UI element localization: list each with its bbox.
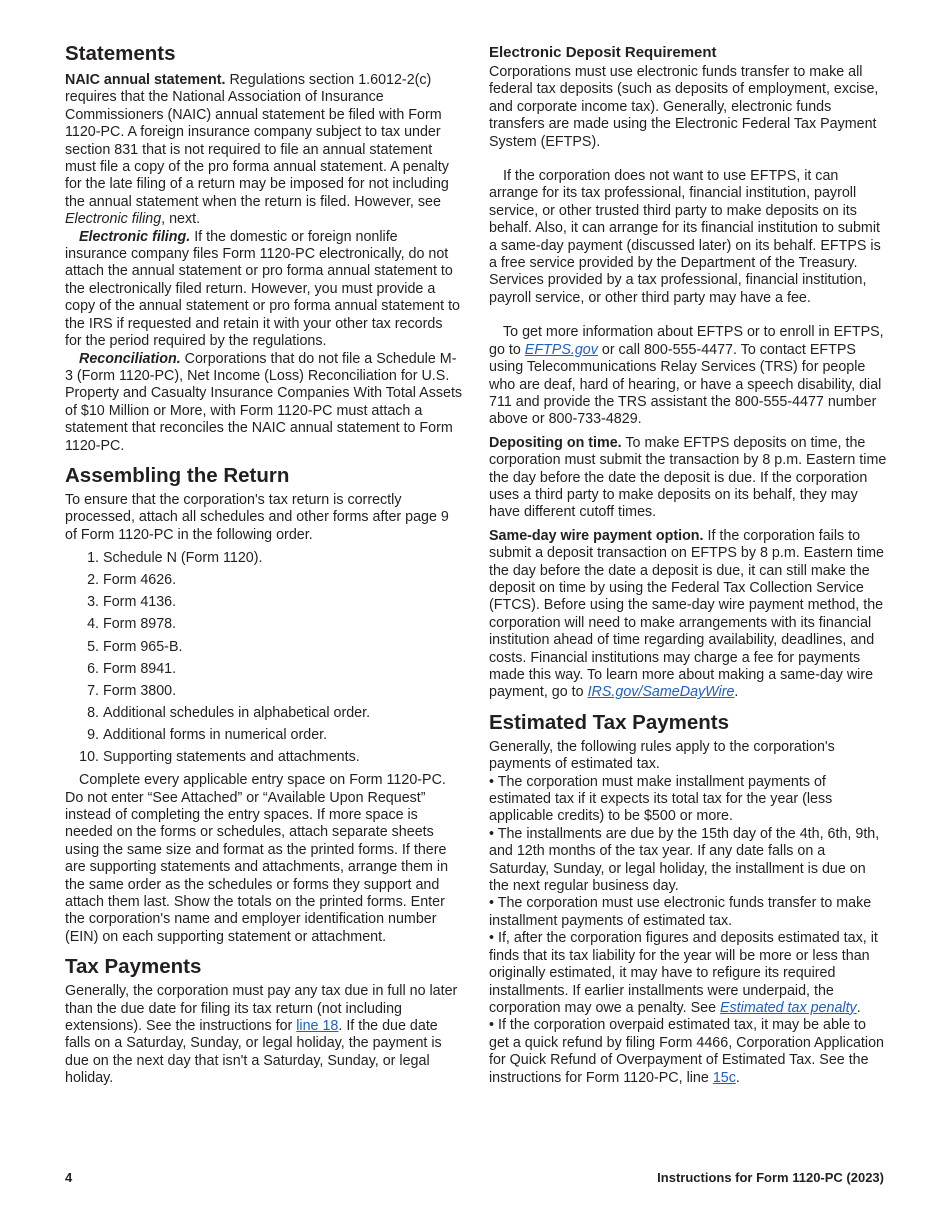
text: If the domestic or foreign nonlife insurance company files Form 1120-PC electronically, do not attach the annual statement or pro forma annual statement to the electronically filed return. However, you must provide a copy of the annual statement or pro forma annual statement to the IRS if requested and retain it with your other tax records for the period required by the regulations. <box>65 228 460 350</box>
list-item <box>65 724 463 746</box>
list-number: 8. <box>87 704 99 721</box>
paragraph <box>489 435 887 522</box>
text: To make EFTPS deposits on time, the corporation must submit the transaction by 8 p.m. Eastern time the day before the date the deposit is due. If the corporation uses a third party to make deposits on its behalf, they may have different cutoff times. <box>489 434 887 521</box>
run-in-heading: Electronic filing <box>65 211 162 228</box>
list-item <box>65 636 463 658</box>
list-item <box>65 658 463 680</box>
list-text: Form 965-B. <box>103 638 183 655</box>
right-column <box>489 44 887 1087</box>
text: • If the corporation overpaid estimated tax, it may be able to get a quick refund by filing Form 4466, Corporation Application for Quick Refund of Overpayment of Estimated Tax. See the instructions for Form 1120-PC, line <box>489 1017 884 1086</box>
paragraph <box>65 351 463 455</box>
heading-estimated-tax-payments: Estimated Tax Payments <box>489 710 730 734</box>
left-column <box>65 42 463 1088</box>
heading-assembling-the-return: Assembling the Return <box>65 463 290 487</box>
list-item <box>65 569 463 591</box>
run-in-heading: NAIC annual statement. <box>65 72 226 88</box>
page-number: 4 <box>65 1170 73 1185</box>
list-text: Form 3800. <box>103 682 177 699</box>
list-number: 7. <box>87 682 99 699</box>
list-text: Additional forms in numerical order. <box>103 726 328 743</box>
list-number: 4. <box>87 616 99 633</box>
paragraph <box>65 492 463 544</box>
list-text: Form 4626. <box>103 572 177 589</box>
link-eftps-gov[interactable]: EFTPS.gov <box>524 341 598 358</box>
list-item <box>65 547 463 569</box>
list-text: Form 8978. <box>103 616 177 633</box>
bullet-item <box>489 826 887 896</box>
text: Regulations section 1.6012-2(c) requires that the National Association of Insurance Commissioners (NAIC) annual statement be filed with Form 1120-PC. A foreign insurance company subject to tax under section 831 that is not required to file an annual statement must file a copy of the pro forma annual statement. A penalty for the late filing of a return may be imposed for not including the annual statement when the return is filed. However, see <box>65 72 449 210</box>
heading-statements: Statements <box>65 42 176 65</box>
link-line-18[interactable]: line 18 <box>296 1017 339 1034</box>
list-text: Schedule N (Form 1120). <box>103 550 263 567</box>
text: . <box>734 684 739 701</box>
bullet-item <box>489 930 887 1017</box>
run-in-heading: Depositing on time. <box>489 434 622 451</box>
paragraph <box>489 324 887 428</box>
text: • If, after the corporation figures and deposits estimated tax, it finds that its tax liability for the year will be more or less than originally estimated, it may have to refigure its required installments. If earlier installments were underpaid, the corporation may owe a penalty. See <box>489 930 878 1016</box>
list-item <box>65 746 463 768</box>
list-item <box>65 702 463 724</box>
text: , next. <box>161 211 201 228</box>
text: To ensure that the corporation's tax return is correctly processed, attach all schedules and other forms after page 9 of Form 1120-PC in the following order. <box>65 491 449 543</box>
text: Complete every applicable entry space on Form 1120-PC. Do not enter “See Attached” or “Available Upon Request” instead of completing the entry spaces. If more space is needed on the forms or schedules, attach separate sheets using the same size and format as the printed forms. If there are supporting statements and attachments, arrange them in the same order as the schedules or forms they support and attach them last. Show the totals on the printed forms. Enter the corporation's name and employer identification number (EIN) on each supporting statement or attachment. <box>65 772 449 945</box>
bullet-item <box>489 895 887 930</box>
paragraph <box>65 229 463 351</box>
list-number: 9. <box>87 726 99 743</box>
bullet-item <box>489 1017 887 1087</box>
list-number: 3. <box>87 594 99 611</box>
text: Corporations must use electronic funds transfer to make all federal tax deposits (such as deposits of employment, excise, and corporate income tax). Generally, electronic funds transfers are made using the Electronic Federal Tax Payment System (EFTPS). <box>489 64 879 150</box>
text: Corporations that do not file a Schedule M-3 (Form 1120-PC), Net Income (Loss) Reconciliation for U.S. Property and Casualty Insurance Companies With Total Assets of $10 Million or More, with Form 1120-PC must attach a statement that reconciles the NAIC annual statement to Form 1120-PC. <box>65 350 463 454</box>
paragraph <box>489 739 887 774</box>
run-in-heading: Same-day wire payment option. <box>489 527 704 544</box>
text: To get more information about EFTPS or to enroll in EFTPS, go to <box>489 324 884 358</box>
text: • The installments are due by the 15th day of the 4th, 6th, 9th, and 12th months of the tax year. If any date falls on a Saturday, Sunday, or legal holiday, the installment is due on the next regular business day. <box>489 825 880 895</box>
text: If the corporation does not want to use EFTPS, it can arrange for its tax professional, financial institution, payroll service, or other trusted third party to make deposits on its behalf. Also, it can arrange for its financial institution to submit a same-day payment (discussed later) on its behalf. EFTPS is a free service provided by the Department of the Treasury. Services provided by a tax professional, financial institution, payroll service, or other third party may have a fee. <box>489 168 881 306</box>
list-text: Supporting statements and attachments. <box>103 749 360 765</box>
footer-title: Instructions for Form 1120-PC (2023) <box>657 1170 884 1185</box>
text: . <box>735 1069 740 1086</box>
paragraph <box>489 528 887 702</box>
paragraph <box>65 72 463 229</box>
text: • The corporation must make installment payments of estimated tax if it expects its total tax for the year (less applicable credits) to be $500 or more. <box>489 773 833 825</box>
assembly-order-list <box>65 547 463 768</box>
list-number: 10. <box>79 749 99 765</box>
paragraph <box>489 168 887 307</box>
paragraph <box>65 983 463 1087</box>
paragraph <box>65 772 463 946</box>
link-irs-gov-samedaywire[interactable]: IRS.gov/SameDayWire <box>587 684 735 701</box>
paragraph <box>489 64 887 151</box>
list-item <box>65 680 463 702</box>
link-estimated-tax-penalty[interactable]: Estimated tax penalty <box>720 999 857 1016</box>
text: . If the due date falls on a Saturday, Sunday, or legal holiday, the payment is due on the next day that isn't a Saturday, Sunday, or legal holiday. <box>65 1017 442 1087</box>
heading-electronic-deposit-requirement: Electronic Deposit Requirement <box>489 44 717 61</box>
bullet-item <box>489 774 887 826</box>
text: If the corporation fails to submit a deposit transaction on EFTPS by 8 p.m. Eastern time the day before the date a deposit is due, it can still make the deposit on time by using the Federal Tax Collection Service (FTCS). Before using the same-day wire payment method, the corporation will need to make arrangements with its financial institution ahead of time regarding availability, deadlines, and costs. Financial institutions may charge a fee for payments made this way. To learn more about making a same-day wire payment, go to <box>489 527 884 701</box>
list-item <box>65 613 463 635</box>
text: Generally, the following rules apply to the corporation's payments of estimated tax. <box>489 738 835 773</box>
list-number: 1. <box>87 550 99 567</box>
list-text: Additional schedules in alphabetical order. <box>103 704 371 721</box>
list-number: 5. <box>87 638 99 655</box>
list-number: 6. <box>87 660 99 677</box>
link-15c[interactable]: 15c <box>712 1069 736 1086</box>
text: or call 800-555-4477. To contact EFTPS using Telecommunications Relay Services (TRS) for people who are deaf, hard of hearing, or have a speech disability, dial 711 and provide the TRS assistant the 800-555-4477 number above or 800-733-4829. <box>489 341 882 428</box>
list-text: Form 4136. <box>103 594 177 611</box>
text: • The corporation must use electronic funds transfer to make installment payments of estimated tax. <box>489 895 872 929</box>
list-text: Form 8941. <box>103 660 177 677</box>
list-item <box>65 591 463 613</box>
run-in-heading: Reconciliation. <box>79 350 181 367</box>
run-in-heading: Electronic filing. <box>79 228 191 245</box>
heading-tax-payments: Tax Payments <box>65 955 202 979</box>
text: Generally, the corporation must pay any tax due in full no later than the due date for filing its tax return (not including extensions). See the instructions for <box>65 983 458 1034</box>
list-number: 2. <box>87 572 99 589</box>
text: . <box>856 999 861 1016</box>
